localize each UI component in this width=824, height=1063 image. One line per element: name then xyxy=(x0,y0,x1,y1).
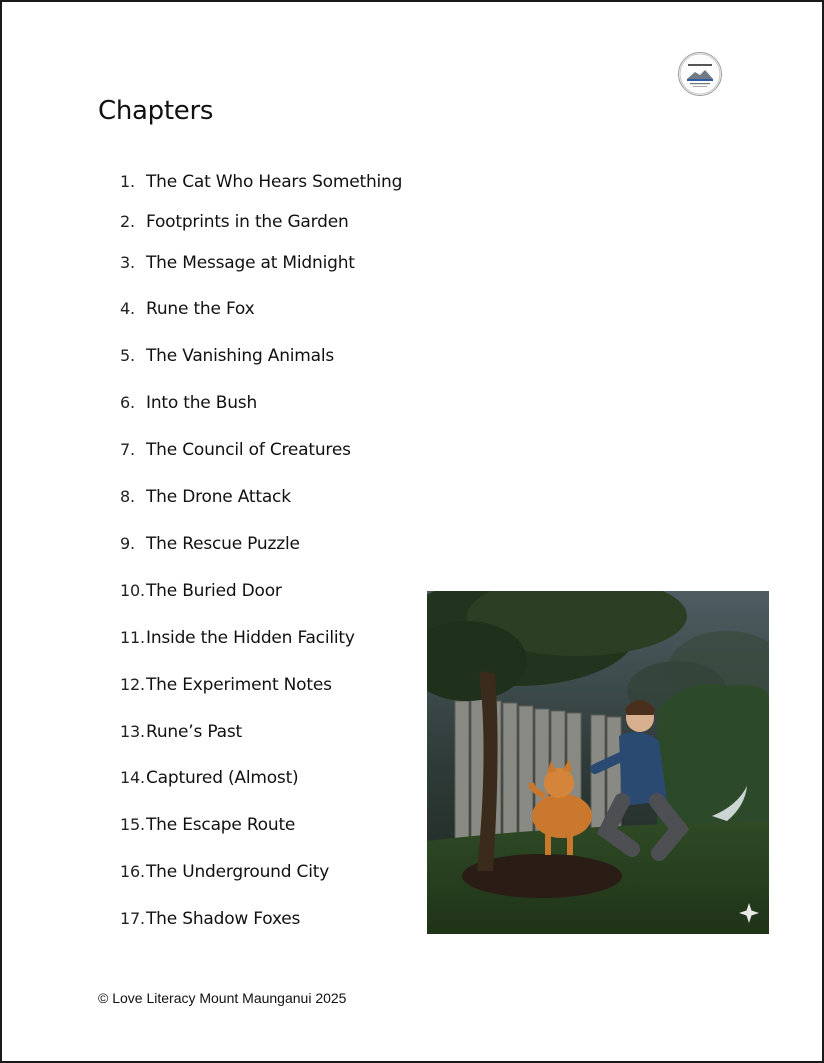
chapter-number: 3. xyxy=(120,253,135,272)
chapter-number: 6. xyxy=(120,393,135,412)
chapter-title: The Cat Who Hears Something xyxy=(146,172,403,192)
page-title: Chapters xyxy=(98,96,214,126)
chapter-item xyxy=(120,210,349,234)
chapter-title: Footprints in the Garden xyxy=(146,212,349,232)
chapter-number: 9. xyxy=(120,534,135,553)
chapter-number: 7. xyxy=(120,440,135,459)
chapter-item xyxy=(120,579,282,603)
chapter-item xyxy=(120,170,402,194)
chapter-number: 14. xyxy=(120,768,145,787)
chapter-title: The Vanishing Animals xyxy=(146,346,335,366)
chapter-item xyxy=(120,438,351,462)
chapter-item xyxy=(120,720,242,744)
story-illustration xyxy=(427,591,769,934)
chapter-title: The Shadow Foxes xyxy=(146,909,301,929)
chapter-title: The Experiment Notes xyxy=(146,675,332,695)
chapter-title: Inside the Hidden Facility xyxy=(146,628,355,648)
chapter-title: The Drone Attack xyxy=(146,487,291,507)
chapter-number: 15. xyxy=(120,815,145,834)
chapter-number: 8. xyxy=(120,487,135,506)
chapter-number: 12. xyxy=(120,675,145,694)
chapter-number: 17. xyxy=(120,909,145,928)
chapter-number: 13. xyxy=(120,722,145,741)
chapter-number: 16. xyxy=(120,862,145,881)
copyright-footer: © Love Literacy Mount Maunganui 2025 xyxy=(98,990,347,1006)
chapter-item xyxy=(120,766,299,790)
chapter-item xyxy=(120,673,332,697)
chapter-item xyxy=(120,907,300,931)
chapter-title: The Buried Door xyxy=(146,581,282,601)
chapter-item xyxy=(120,626,355,650)
chapter-title: Rune’s Past xyxy=(146,722,242,742)
chapter-item xyxy=(120,860,329,884)
chapter-item xyxy=(120,813,295,837)
chapter-title: The Council of Creatures xyxy=(146,440,351,460)
chapter-item xyxy=(120,532,300,556)
chapter-number: 10. xyxy=(120,581,145,600)
chapter-number: 2. xyxy=(120,212,135,231)
chapter-number: 4. xyxy=(120,299,135,318)
chapter-title: Rune the Fox xyxy=(146,299,255,319)
chapter-title: Into the Bush xyxy=(146,393,258,413)
chapter-number: 11. xyxy=(120,628,145,647)
chapter-title: The Underground City xyxy=(146,862,330,882)
chapter-number: 5. xyxy=(120,346,135,365)
chapter-title: The Rescue Puzzle xyxy=(146,534,300,554)
chapter-number: 1. xyxy=(120,172,135,191)
chapter-item xyxy=(120,251,355,275)
chapter-title: The Escape Route xyxy=(146,815,296,835)
chapter-title: The Message at Midnight xyxy=(146,253,355,273)
chapter-item xyxy=(120,297,254,321)
love-literacy-logo xyxy=(678,52,722,96)
chapter-item xyxy=(120,485,291,509)
chapter-item xyxy=(120,391,257,415)
chapter-item xyxy=(120,344,334,368)
chapter-title: Captured (Almost) xyxy=(146,768,299,788)
